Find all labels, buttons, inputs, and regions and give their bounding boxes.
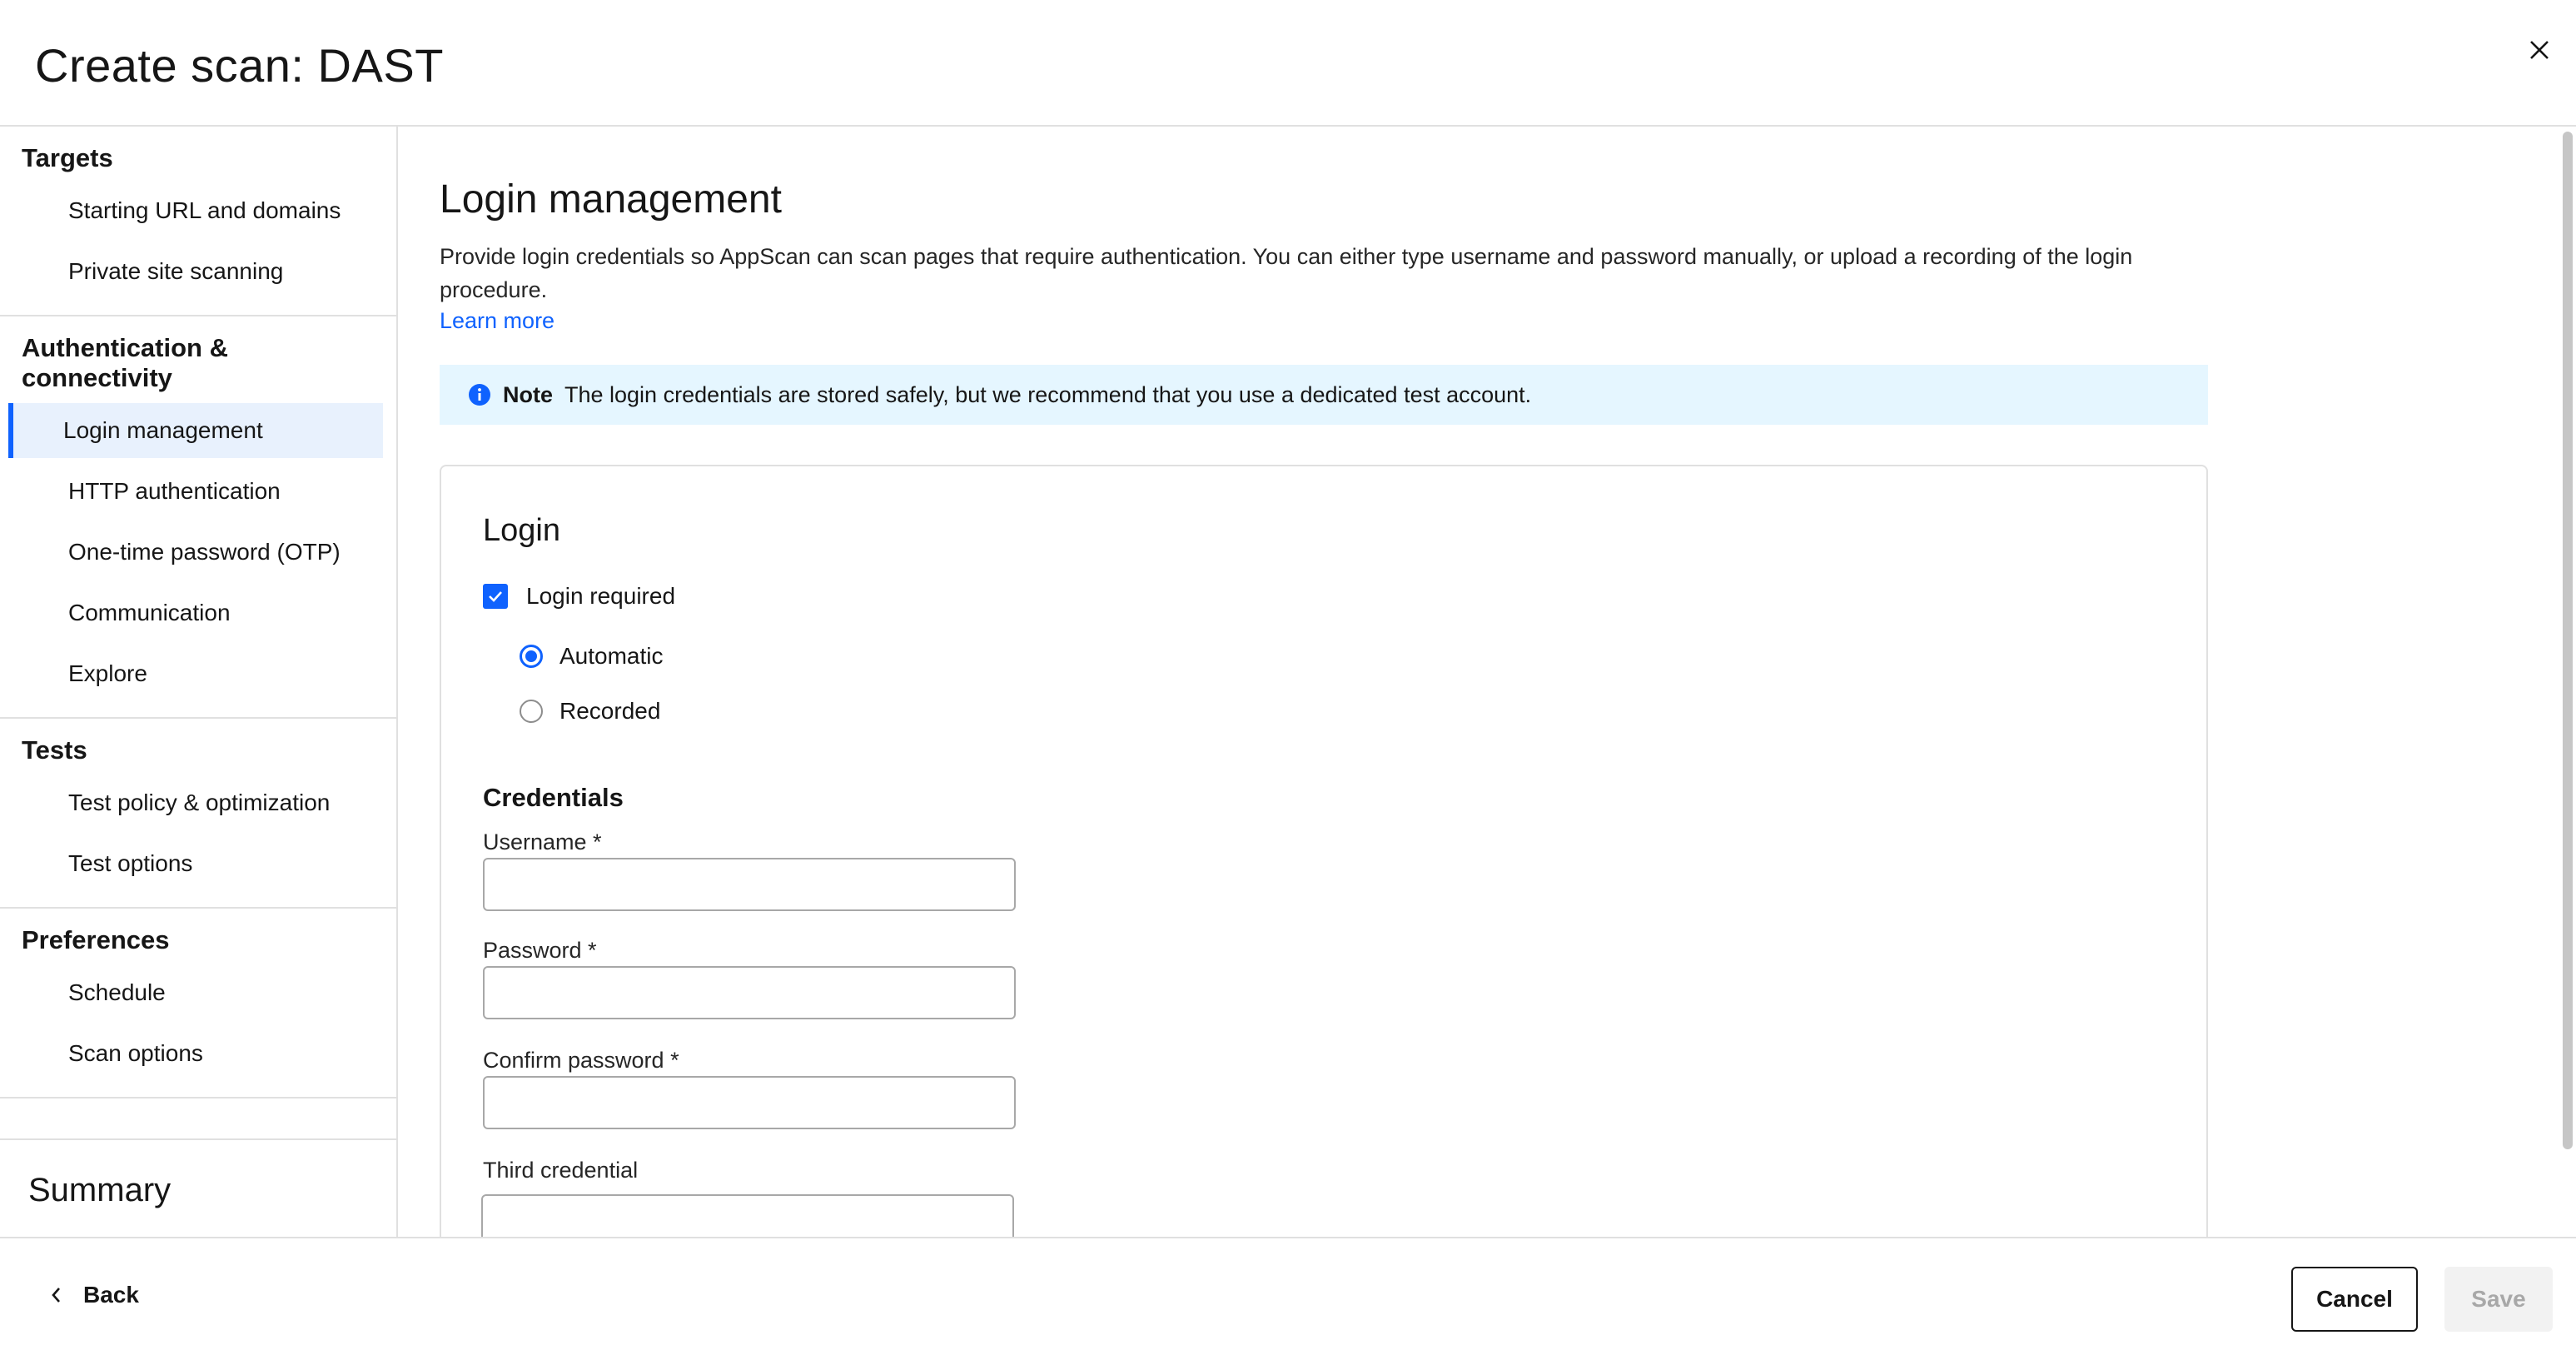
info-icon (468, 383, 491, 406)
cancel-button[interactable]: Cancel (2291, 1267, 2418, 1332)
save-button[interactable]: Save (2444, 1267, 2553, 1332)
back-label: Back (83, 1282, 139, 1308)
chevron-left-icon (50, 1286, 62, 1304)
sidebar-item-communication[interactable]: Communication (68, 600, 231, 625)
username-label: Username * (483, 829, 602, 854)
learn-more-link[interactable]: Learn more (440, 308, 555, 333)
radio-unselected-icon (520, 700, 543, 723)
modal-header (0, 0, 2576, 127)
confirm-password-label: Confirm password * (483, 1048, 679, 1073)
sidebar-item-http-authentication[interactable]: HTTP authentication (68, 478, 281, 504)
radio-automatic[interactable] (520, 643, 664, 670)
sidebar-item-explore[interactable]: Explore (68, 660, 147, 686)
nav-heading: Authentication & connectivity (22, 333, 228, 392)
radio-automatic-label: Automatic (559, 643, 664, 669)
login-required-label: Login required (526, 583, 676, 609)
scrollbar[interactable] (2563, 132, 2573, 1149)
third-credential-field[interactable] (481, 1194, 1014, 1237)
close-icon (2529, 39, 2550, 61)
nav-heading: Tests (22, 735, 87, 765)
nav-section-targets (0, 127, 396, 316)
third-credential-label: Third credential (483, 1158, 639, 1183)
login-required-checkbox[interactable] (483, 583, 675, 610)
nav-section-preferences (0, 909, 396, 1098)
close-button[interactable] (2523, 33, 2556, 67)
sidebar-nav (0, 127, 398, 1237)
sidebar-item-login-management[interactable]: Login management (8, 403, 383, 458)
login-card (440, 465, 2208, 1237)
password-field[interactable] (483, 966, 1016, 1019)
modal-footer (0, 1237, 2576, 1355)
summary-label: Summary (28, 1172, 172, 1208)
radio-recorded-label: Recorded (559, 698, 661, 724)
section-description: Provide login credentials so AppScan can scan pages that require authentication. You can either type username and password manually, or upload a recording of the login procedure. (440, 244, 2133, 302)
note-text: The login credentials are stored safely, but we recommend that you use a dedicated test account. (564, 381, 1532, 407)
sidebar-item-test-policy[interactable]: Test policy & optimization (68, 790, 331, 815)
sidebar-item-private-site-scanning[interactable]: Private site scanning (68, 258, 284, 284)
sidebar-item-otp[interactable]: One-time password (OTP) (68, 539, 341, 565)
summary-panel[interactable] (0, 1138, 396, 1238)
checkbox-checked-icon (483, 584, 508, 609)
username-field[interactable] (483, 858, 1016, 911)
nav-section-authentication (0, 316, 396, 719)
note-label: Note (503, 381, 553, 407)
nav-section-tests (0, 719, 396, 909)
back-button[interactable] (50, 1282, 139, 1308)
login-card-title: Login (483, 513, 560, 548)
sidebar-item-starting-url[interactable]: Starting URL and domains (68, 197, 341, 223)
sidebar-item-test-options[interactable]: Test options (68, 850, 193, 876)
radio-selected-icon (520, 645, 543, 668)
radio-recorded[interactable] (520, 698, 660, 725)
password-label: Password * (483, 938, 597, 963)
confirm-password-field[interactable] (483, 1076, 1016, 1129)
page-title: Create scan: DAST (35, 39, 444, 92)
main-content (398, 127, 2576, 1237)
credentials-title: Credentials (483, 783, 624, 812)
note-banner (440, 365, 2208, 425)
section-title: Login management (440, 177, 782, 222)
sidebar-item-scan-options[interactable]: Scan options (68, 1040, 203, 1066)
sidebar-item-schedule[interactable]: Schedule (68, 979, 166, 1005)
nav-heading: Preferences (22, 925, 170, 954)
nav-heading: Targets (22, 143, 113, 172)
